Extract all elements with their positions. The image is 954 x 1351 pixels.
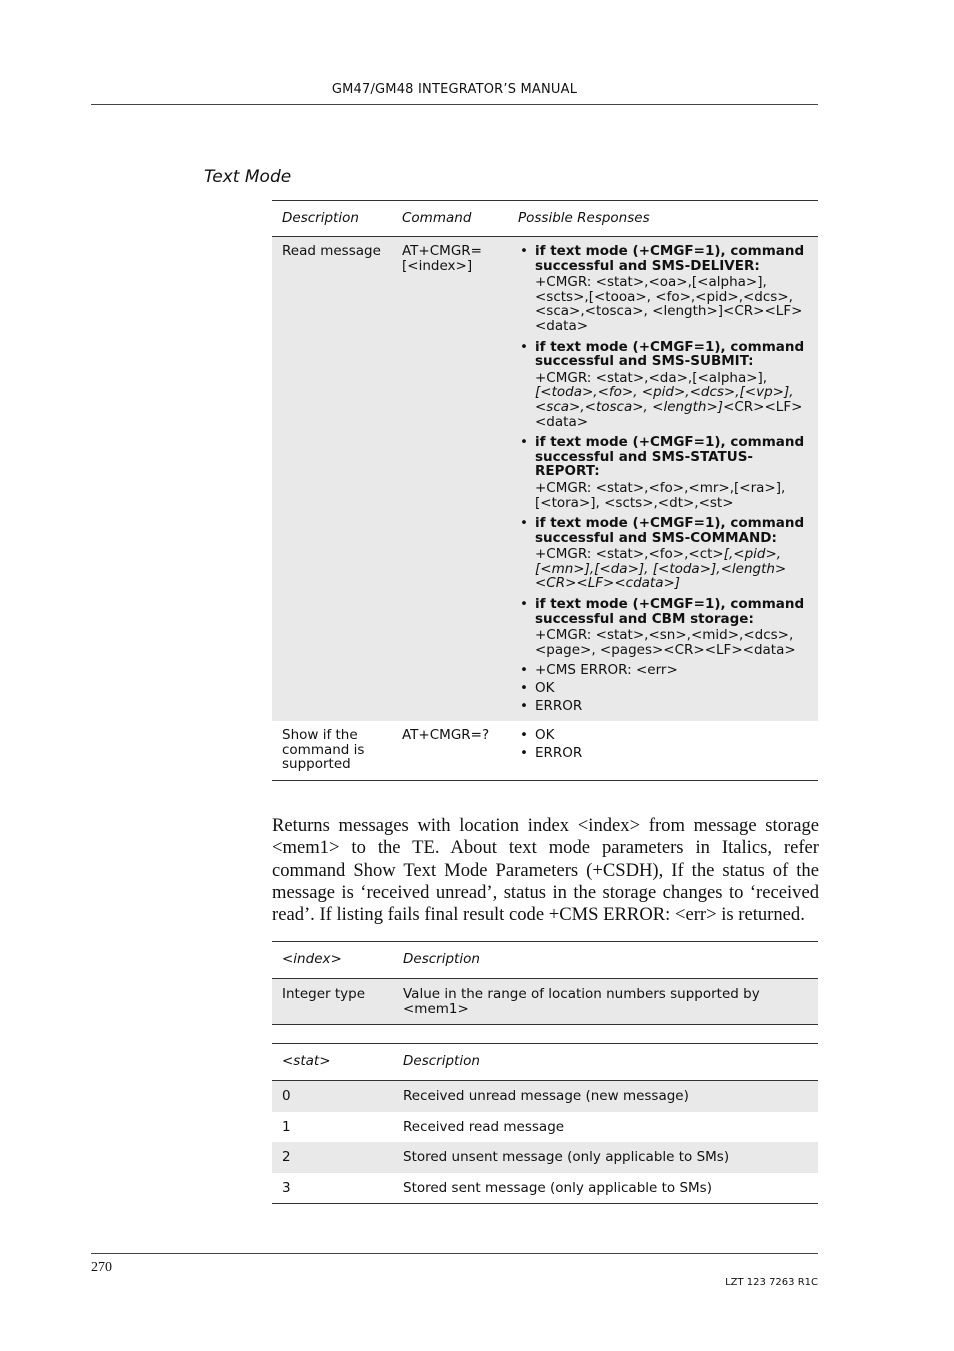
stat-description: Stored sent message (only applicable to SMs) <box>403 1179 712 1196</box>
response-condition: • if text mode (+CMGF=1), command successful and SMS-DELIVER: <box>535 243 805 274</box>
page-header <box>91 82 818 105</box>
header-index: <index> <box>282 951 342 967</box>
row-responses <box>508 237 818 722</box>
list-item: • ERROR <box>518 699 808 714</box>
list-item <box>518 244 808 334</box>
page-number: 270 <box>91 1260 112 1275</box>
index-parameter-table <box>272 941 818 1025</box>
table-row <box>272 979 818 1025</box>
header-description: Description <box>282 210 359 226</box>
list-item: • ERROR <box>518 746 808 761</box>
response-condition: • if text mode (+CMGF=1), command successful and SMS-SUBMIT: <box>535 338 805 370</box>
syntax-plain: +CMGR: <stat>,<sn>,<mid>,<dcs>,<page>, <pages><CR><LF><data> <box>535 627 796 658</box>
list-item <box>518 435 808 510</box>
section-title: Text Mode <box>204 167 292 187</box>
footer-rule <box>91 1253 818 1254</box>
response-condition: • if text mode (+CMGF=1), command successful and SMS-COMMAND: <box>535 515 805 546</box>
response-syntax <box>535 481 808 510</box>
index-table-header <box>272 942 818 979</box>
row-responses <box>508 721 818 780</box>
list-item <box>518 597 808 657</box>
row-command: AT+CMGR= [<index>] <box>402 243 482 274</box>
syntax-italic: [<toda>,<fo>, <pid>,<dcs>,[<vp>],<sca>,<tosca>, <length>] <box>535 384 794 415</box>
list-item: • OK <box>518 728 808 743</box>
response-list <box>518 728 808 760</box>
table-row <box>272 1173 818 1204</box>
table-row <box>272 237 818 722</box>
syntax-plain: +CMGR: <stat>,<fo>,<ct> <box>535 546 724 563</box>
index-description: Value in the range of location numbers supported by <mem1> <box>403 986 760 1017</box>
response-syntax <box>535 547 808 591</box>
stat-value: 1 <box>282 1118 291 1135</box>
command-table <box>272 200 818 781</box>
document-id: LZT 123 7263 R1C <box>725 1277 818 1288</box>
table-row <box>272 721 818 780</box>
header-responses: Possible Responses <box>518 210 650 226</box>
response-syntax <box>535 275 808 333</box>
command-table-header <box>272 201 818 237</box>
stat-description: Received read message <box>403 1118 565 1135</box>
response-list <box>518 244 808 713</box>
syntax-plain: +CMGR: <stat>,<fo>,<mr>,[<ra>],[<tora>], <scts>,<dt>,<st> <box>535 479 786 511</box>
stat-value: 0 <box>282 1088 291 1104</box>
list-item <box>518 516 808 591</box>
header-title: GM47/GM48 INTEGRATOR’S MANUAL <box>331 82 578 97</box>
syntax-plain: +CMGR: <stat>,<oa>,[<alpha>],<scts>,[<tooa>, <fo>,<pid>,<dcs>,<sca>,<tosca>, <length>]<CR><LF><data> <box>535 274 803 334</box>
list-item <box>518 340 808 430</box>
syntax-italic: [,<pid>,[<mn>],[<da>], [<toda>],<length><CR><LF><cdata>] <box>535 546 787 592</box>
stat-value: 2 <box>282 1149 291 1166</box>
body-paragraph: Returns messages with location index <index> from message storage <mem1> to the TE. About text mode parameters in Italics, refer command Show Text Mode Parameters (+CSDH), If the status of the message is ‘received unread’, status in the storage changes to ‘received read’. If listing fails final result code +CMS ERROR: <err> is returned. <box>272 815 819 926</box>
table-row <box>272 1081 818 1112</box>
table-row <box>272 1142 818 1173</box>
index-value: Integer type <box>282 986 366 1002</box>
list-item: • OK <box>518 681 808 696</box>
header-command: Command <box>402 210 472 226</box>
row-command: AT+CMGR=? <box>402 727 490 744</box>
response-syntax <box>535 371 808 429</box>
syntax-plain: +CMGR: <stat>,<da>,[<alpha>], <box>535 369 768 386</box>
header-stat: <stat> <box>282 1053 331 1069</box>
stat-table-header <box>272 1044 818 1081</box>
stat-description: Received unread message (new message) <box>403 1088 689 1104</box>
row-description: Read message <box>282 243 381 259</box>
row-description: Show if the command is supported <box>282 727 365 773</box>
response-syntax <box>535 628 808 657</box>
header-description: Description <box>403 1053 480 1069</box>
syntax-tail: <CR><LF><data> <box>535 398 803 430</box>
list-item: • +CMS ERROR: <err> <box>518 663 808 678</box>
header-description: Description <box>403 951 480 967</box>
stat-description: Stored unsent message (only applicable to SMs) <box>403 1149 730 1166</box>
stat-value: 3 <box>282 1179 291 1196</box>
table-row <box>272 1112 818 1143</box>
response-condition: • if text mode (+CMGF=1), command successful and CBM storage: <box>535 596 805 627</box>
response-condition: • if text mode (+CMGF=1), command successful and SMS-STATUS-REPORT: <box>535 434 805 480</box>
stat-parameter-table <box>272 1043 818 1204</box>
